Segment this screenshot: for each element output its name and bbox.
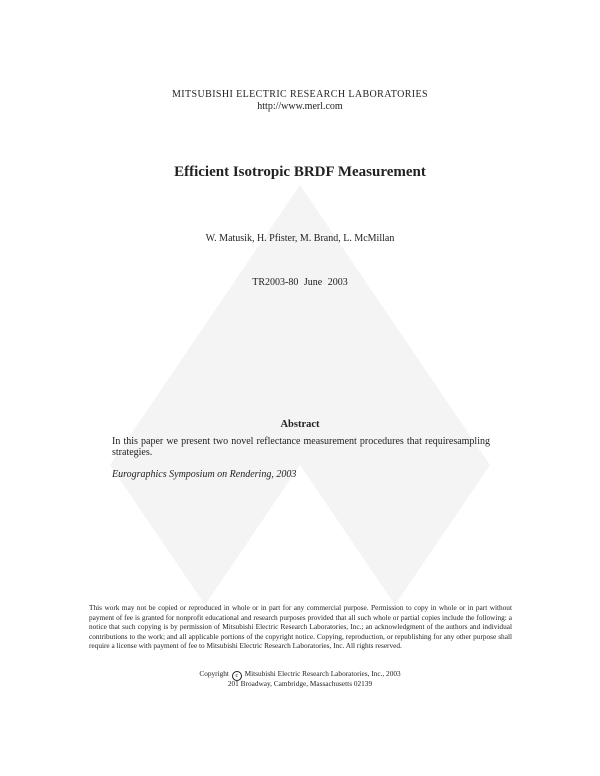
report-number-date: TR2003-80 June 2003: [252, 277, 348, 288]
copyright-prefix: Copyright: [199, 669, 229, 678]
copyright-holder: Mitsubishi Electric Research Laboratories, Inc., 2003: [244, 669, 401, 678]
copyright-notice: This work may not be copied or reproduced in whole or in part for any commercial purpose. Permission to copy in whole or in part without payment of fee is granted for nonprofit educational and research purposes provided that all such whole or partial copies include the following: a notice that such copying is by permission of Mitsubishi Electric Research Laboratories, Inc.; an acknowledgment of the authors and individual contributions to the work; and all applicable portions of the copyright notice. Copying, reproduction, or republishing for any other purpose shall require a license with payment of fee to Mitsubishi Electric Research Laboratories, Inc. All rights reserved.: [89, 603, 512, 651]
paper-title: Efficient Isotropic BRDF Measurement: [174, 164, 426, 180]
abstract-heading: Abstract: [280, 419, 320, 430]
paper-authors: W. Matusik, H. Pfister, M. Brand, L. McMillan: [205, 233, 395, 244]
lab-name: MITSUBISHI ELECTRIC RESEARCH LABORATORIES: [172, 89, 428, 100]
publication-venue: Eurographics Symposium on Rendering, 2003: [112, 469, 297, 480]
abstract-text: In this paper we present two novel reflectance measurement procedures that requiresampling strategies.: [112, 436, 490, 458]
copyright-icon: c: [232, 671, 242, 681]
lab-address: 201 Broadway, Cambridge, Massachusetts 02139: [227, 679, 373, 688]
lab-url: http://www.merl.com: [257, 101, 343, 112]
